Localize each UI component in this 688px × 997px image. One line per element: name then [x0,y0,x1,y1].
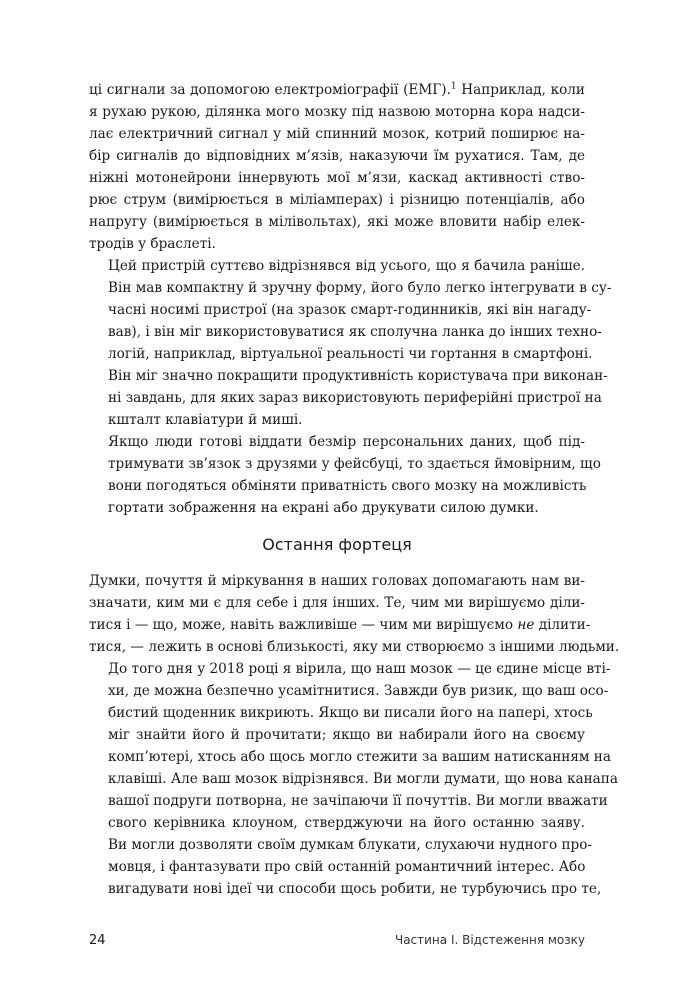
paragraph-line: вашої подруги потворна, не зачіпаючи її почуттів. Ви могли вважати [108,793,608,809]
paragraph-line: логій, наприклад, віртуальної реальності чи гортання в смартфоні. [108,346,593,362]
paragraph-line: ні завдань, для яких зараз використовують периферійні пристрої на [108,390,602,406]
paragraph-line: комп’ютері, хтось або щось могло стежити за вашим натисканням на [108,749,611,765]
paragraph-line: бистий щоденник викриють. Якщо ви писали його на папері, хтось [108,705,593,721]
paragraph-line: часні носимі пристрої (на зразок смарт-годинників, які він нагаду- [108,302,592,318]
paragraph-text: ці сигнали за допомогою електроміографії (ЕМГ). [89,82,451,98]
paragraph-line: я рухаю рукою, ділянка мого мозку під назвою моторна кора надси- [89,104,585,120]
paragraph-line: бір сигналів до відповідних м’язів, наказуючи їм рухатися. Там, де [89,148,585,164]
paragraph-line: тродів у браслеті. [89,236,216,252]
paragraph-line: Ви могли дозволяти своїм думкам блукати, слухаючи нудного про- [108,837,593,853]
section-paragraph-1 [89,570,620,658]
paragraph-line: вони погодяться обміняти приватність свого мозку на можливість [108,478,587,494]
paragraph-text: ділити- [534,617,591,633]
paragraph-line: напругу (вимірюється в мілівольтах), які може вловити набір елек- [89,214,585,230]
page-footer [89,933,585,948]
paragraph-line: гортати зображення на екрані або друкувати силою думки. [108,500,539,516]
paragraph-line: Якщо люди готові віддати безмір персональних даних, щоб під- [108,434,585,450]
section-paragraph-2 [89,658,618,900]
paragraph-2 [89,255,612,431]
paragraph-line: ніжні мотонейрони іннервують мої м’язи, каскад активності ство- [89,170,585,186]
paragraph-3 [89,431,601,519]
paragraph-line: вигадувати нові ідеї чи способи щось робити, не турбуючись про те, [108,881,602,897]
paragraph-line: Цей пристрій суттєво відрізнявся від усього, що я бачила раніше. [108,258,585,274]
emphasis-text: не [517,617,535,633]
paragraph-line: До того дня у 2018 році я вірила, що наш мозок — це єдине місце вті- [108,661,611,677]
paragraph-line: свого керівника клоуном, стверджуючи на його останню заяву. [108,815,585,831]
paragraph-line: Він мав компактну й зручну форму, його було легко інтегрувати в су- [108,280,612,296]
paragraph-line: Він міг значно покращити продуктивність користувача при виконан- [108,368,608,384]
footnote-marker[interactable]: 1 [450,81,457,92]
paragraph-line: тримувати зв’язок з друзями у фейсбуці, то здається ймовірним, що [108,456,601,472]
paragraph-line: клавіші. Але ваш мозок відрізнявся. Ви могли думати, що нова канапа [108,771,618,787]
paragraph-line: міг знайти його й прочитати; якщо ви набирали його на своєму [108,727,585,743]
paragraph-1 [89,79,585,255]
paragraph-line: вав), і він міг використовуватися як сполучна ланка до інших техно- [108,324,602,340]
paragraph-text: Наприклад, коли [456,82,585,98]
paragraph-line: тися, — лежить в основі близькості, яку ми створюємо з іншими людьми. [89,639,620,655]
page-number: 24 [89,933,106,948]
paragraph-line: мовця, і фантазувати про свій останній романтичний інтерес. Або [108,859,586,875]
running-title: Частина І. Відстеження мозку [394,933,585,947]
paragraph-line: кшталт клавіатури й миші. [108,412,303,428]
paragraph-line: лає електричний сигнал у мій спинний мозок, котрий поширює на- [89,126,585,142]
paragraph-line: хи, де можна безпечно усамітнитися. Завжди був ризик, що ваш осо- [108,683,609,699]
paragraph-line: Думки, почуття й міркування в наших головах допомагають нам ви- [89,573,585,589]
paragraph-line: значати, ким ми є для себе і для інших. Те, чим ми вирішуємо діли- [89,595,585,611]
paragraph-text: тися і — що, може, навіть важливіше — чим ми вирішуємо [89,617,518,633]
section-heading: Остання фортеця [262,535,412,554]
paragraph-line: рює струм (вимірюється в міліамперах) і різницю потенціалів, або [89,192,585,208]
